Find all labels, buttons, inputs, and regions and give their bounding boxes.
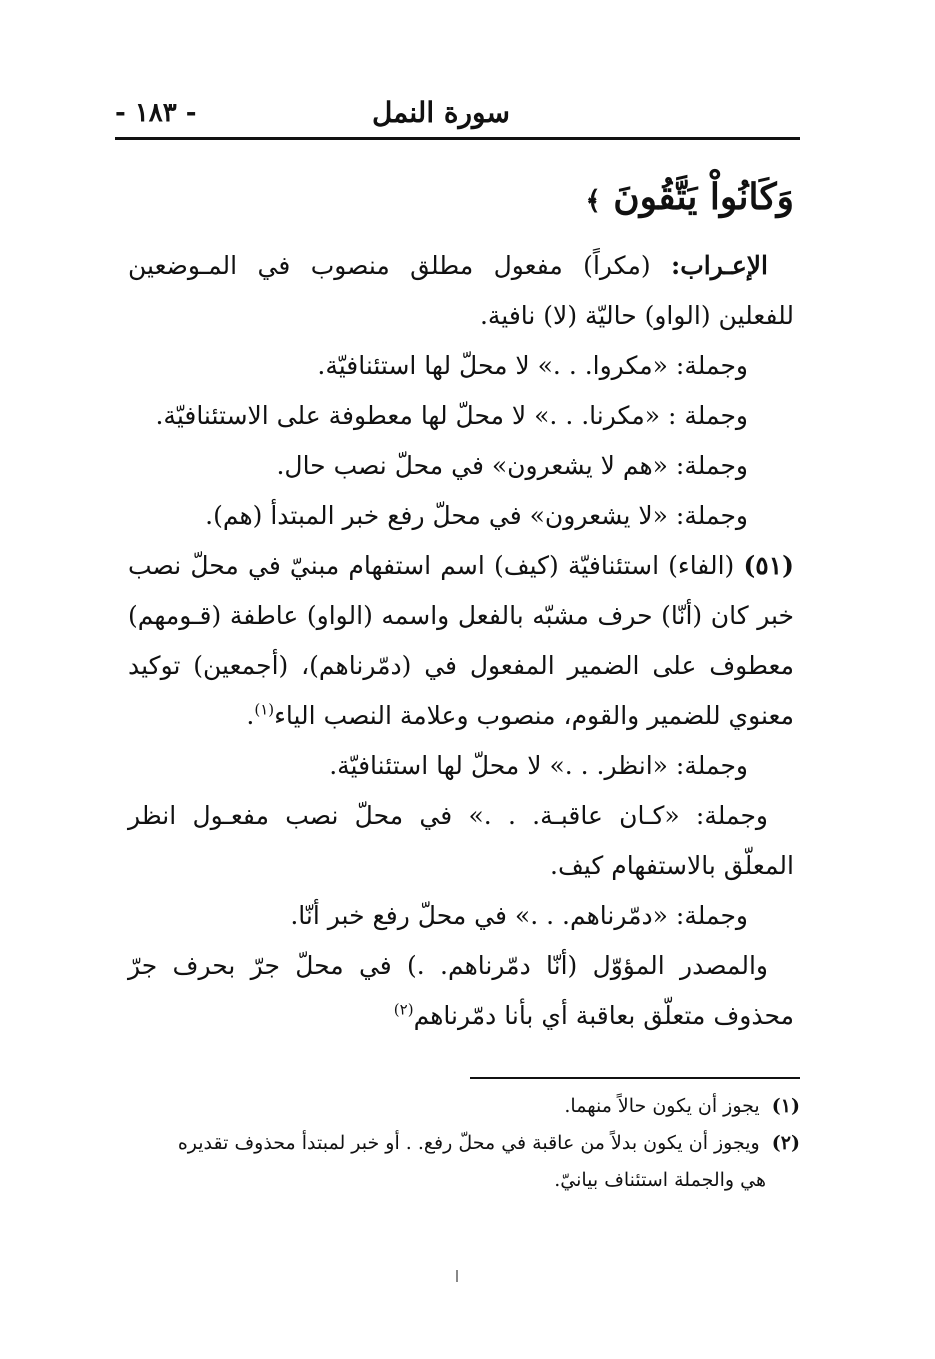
- sentence-item: وجملة: «انظر. . .» لا محلّ لها استئنافيّة.: [329, 751, 748, 780]
- surah-title: سورة النمل: [371, 96, 510, 129]
- scan-speck: [456, 1270, 458, 1282]
- irab-paragraph: [128, 241, 794, 341]
- sentence-item: وجملة : «مكرنا. . .» لا محلّ لها معطوفة على الاستئنافيّة.: [155, 401, 748, 430]
- footnote-number: (٢): [771, 1132, 800, 1154]
- sentence-item: وجملة: «مكروا. . .» لا محلّ لها استئنافيّة.: [317, 351, 748, 380]
- page-header: [115, 96, 800, 136]
- footnote-number: (١): [771, 1095, 800, 1117]
- footnote-mark: (١): [254, 700, 275, 719]
- masdar-paragraph: [128, 941, 794, 1041]
- sentence-item: وجملة: «هم لا يشعرون» في محلّ نصب حال.: [276, 451, 748, 480]
- sentence-item: وجملة: «كـان عاقبـة. . .» في محلّ نصب مفعـول انظر المعلّق بالاستفهام كيف.: [128, 801, 794, 880]
- sentence-item: وجملة: «دمّرناهم. . .» في محلّ رفع خبر أنّا.: [290, 901, 748, 930]
- footnote-mark: (٢): [393, 1000, 414, 1019]
- verse-text: وَكَانُواْ يَتَّقُونَ: [613, 176, 794, 218]
- footnotes: [136, 1088, 800, 1199]
- quran-verse: [128, 165, 794, 233]
- page-number: - ١٨٣ -: [115, 98, 197, 128]
- footnote-continuation: هي والجملة استئناف بيانيّ.: [554, 1169, 766, 1191]
- verse-number: (٥١): [743, 551, 794, 580]
- verse-close-bracket: ﴾: [585, 186, 601, 216]
- header-rule: [115, 137, 800, 140]
- irab-text: (مكراً) مفعول مطلق منصوب في المـوضعين للفعلين (الواو) حاليّة (لا) نافية.: [128, 251, 794, 330]
- footnote-text: ويجوز أن يكون بدلاً من عاقبة في محلّ رفع. . أو خبر لمبتدأ محذوف تقديره: [177, 1132, 760, 1154]
- footnote-item: [136, 1125, 800, 1162]
- masdar-text: والمصدر المؤوّل (أنّا دمّرناهم. .) في محلّ جرّ بحرف جرّ محذوف متعلّق بعاقبة أي بأنا دمّرناهم: [128, 951, 794, 1030]
- sentence-item: وجملة: «لا يشعرون» في محلّ رفع خبر المبتدأ (هم).: [205, 501, 748, 530]
- verse-51-end: .: [246, 701, 255, 730]
- main-text: [128, 165, 794, 1041]
- footnote-text: يجوز أن يكون حالاً منهما.: [564, 1095, 760, 1117]
- footnote-item: [136, 1088, 800, 1125]
- verse-51-text: (الفاء) استئنافيّة (كيف) اسم استفهام مبنيّ في محلّ نصب خبر كان (أنّا) حرف مشبّه بالفعل واسمه (الواو) عاطفة (قـومهم) معطوف على الضمير المفعول في (دمّرناهم)، (أجمعين) توكيد معنوي للضمير والقوم، منصوب وعلامة النصب الياء: [128, 551, 794, 730]
- verse-51-paragraph: [128, 541, 794, 741]
- irab-label: الإعـراب:: [671, 251, 768, 280]
- footnote-rule: [470, 1077, 800, 1079]
